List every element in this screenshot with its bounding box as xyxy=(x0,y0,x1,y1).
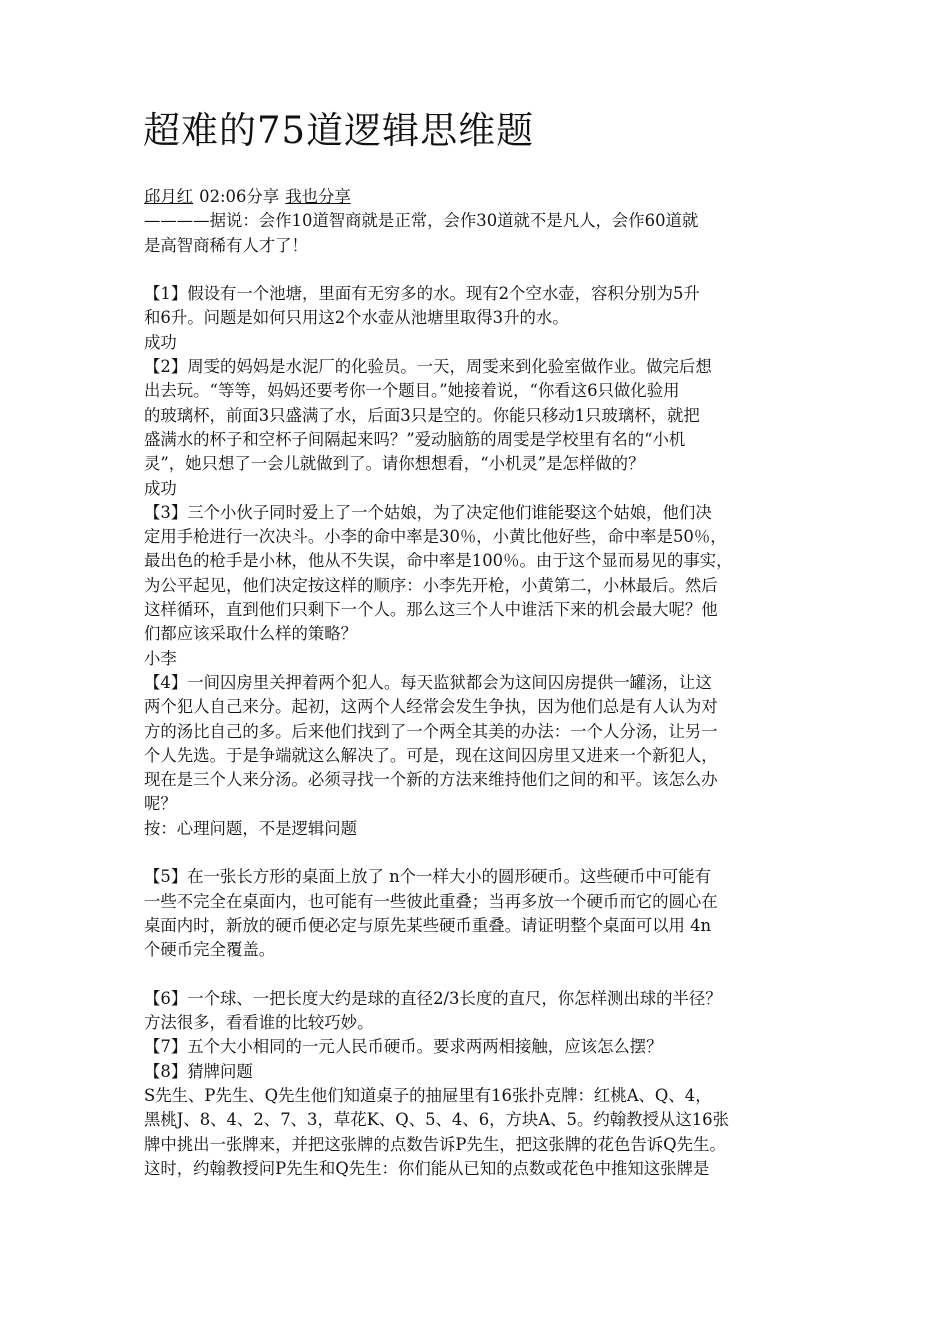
text-line: 和6升。问题是如何只用这2个水壶从池塘里取得3升的水。 xyxy=(144,308,569,328)
blank-line xyxy=(144,841,814,865)
page-title: 超难的75道逻辑思维题 xyxy=(143,109,535,152)
text-line: 一些不完全在桌面内，也可能有一些彼此重叠；当再多放一个硬币而它的圆心在 xyxy=(144,891,718,911)
text-line: 盛满水的杯子和空杯子间隔起来吗？”爱动脑筋的周雯是学校里有名的“小机 xyxy=(144,429,686,449)
text-line: ————据说：会作10道智商就是正常，会作30道就不是凡人，会作60道就 xyxy=(144,211,699,231)
text-line: 成功 xyxy=(144,332,177,352)
blank-line xyxy=(144,963,814,987)
text-line: 桌面内时，新放的硬币便必定与原先某些硬币重叠。请证明整个桌面可以用 4n xyxy=(144,915,712,935)
text-line: 两个犯人自己来分。起初，这两个人经常会发生争执，因为他们总是有人认为对 xyxy=(144,697,718,717)
author-link[interactable]: 邱月红 xyxy=(144,187,194,206)
text-line: S先生、P先生、Q先生他们知道桌子的抽屉里有16张扑克牌：红桃A、Q、4， xyxy=(144,1085,712,1105)
text-line: 个人先选。于是争端就这么解决了。可是，现在这间囚房里又进来一个新犯人， xyxy=(144,745,718,765)
author-line xyxy=(144,185,814,209)
text-line: 【7】五个大小相同的一元人民币硬币。要求两两相接触，应该怎么摆？ xyxy=(144,1037,663,1057)
text-line: 们都应该采取什么样的策略？ xyxy=(144,624,358,644)
text-line: 成功 xyxy=(144,478,177,498)
text-line: 是高智商稀有人才了！ xyxy=(144,235,308,255)
text-line: 【8】猜牌问题 xyxy=(144,1061,253,1081)
document-body xyxy=(144,185,814,1181)
text-line: 【4】一间囚房里关押着两个犯人。每天监狱都会为这间囚房提供一罐汤，让这 xyxy=(144,672,712,692)
text-line: 【2】周雯的妈妈是水泥厂的化验员。一天，周雯来到化验室做作业。做完后想 xyxy=(144,357,712,377)
text-line: 定用手枪进行一次决斗。小李的命中率是30％，小黄比他好些，命中率是50％， xyxy=(144,527,727,547)
text-line: 出去玩。“等等，妈妈还要考你一个题目。”她接着说，“你看这6只做化验用 xyxy=(144,381,680,401)
text-line: 呢？ xyxy=(144,794,177,814)
text-line: 【6】一个球、一把长度大约是球的直径2/3长度的直尺，你怎样测出球的半径？ xyxy=(144,988,722,1008)
text-line: 个硬币完全覆盖。 xyxy=(144,940,276,960)
text-line: 方的汤比自己的多。后来他们找到了一个两全其美的办法：一个人分汤，让另一 xyxy=(144,721,718,741)
text-line: 最出色的枪手是小林，他从不失误，命中率是100％。由于这个显而易见的事实， xyxy=(144,551,733,571)
blank-line xyxy=(144,258,814,282)
text-line: 按：心理问题，不是逻辑问题 xyxy=(144,818,358,838)
text-line: 这时，约翰教授问P先生和Q先生：你们能从已知的点数或花色中推知这张牌是 xyxy=(144,1158,710,1178)
share-time: 02:06分享 xyxy=(199,187,280,206)
text-line: 现在是三个人来分汤。必须寻找一个新的方法来维持他们之间的和平。该怎么办 xyxy=(144,770,718,790)
text-line: 【1】假设有一个池塘，里面有无穷多的水。现有2个空水壶，容积分别为5升 xyxy=(144,284,700,304)
text-lines xyxy=(144,209,814,1181)
text-line: 的玻璃杯，前面3只盛满了水，后面3只是空的。你能只移动1只玻璃杯，就把 xyxy=(144,405,700,425)
text-line: 【5】在一张长方形的桌面上放了 n个一样大小的圆形硬币。这些硬币中可能有 xyxy=(144,867,712,887)
share-link[interactable]: 我也分享 xyxy=(285,187,351,206)
text-line: 方法很多，看看谁的比较巧妙。 xyxy=(144,1013,374,1033)
text-line: 【3】三个小伙子同时爱上了一个姑娘，为了决定他们谁能娶这个姑娘，他们决 xyxy=(144,502,712,522)
text-line: 为公平起见，他们决定按这样的顺序：小李先开枪，小黄第二，小林最后。然后 xyxy=(144,575,718,595)
text-line: 牌中挑出一张牌来，并把这张牌的点数告诉P先生，把这张牌的花色告诉Q先生。 xyxy=(144,1134,726,1154)
text-line: 这样循环，直到他们只剩下一个人。那么这三个人中谁活下来的机会最大呢？他 xyxy=(144,600,718,620)
text-line: 黑桃J、8、4、2、7、3，草花K、Q、5、4、6，方块A、5。约翰教授从这16张 xyxy=(144,1110,729,1130)
text-line: 灵”，她只想了一会儿就做到了。请你想想看，“小机灵”是怎样做的？ xyxy=(144,454,645,474)
text-line: 小李 xyxy=(144,648,177,668)
